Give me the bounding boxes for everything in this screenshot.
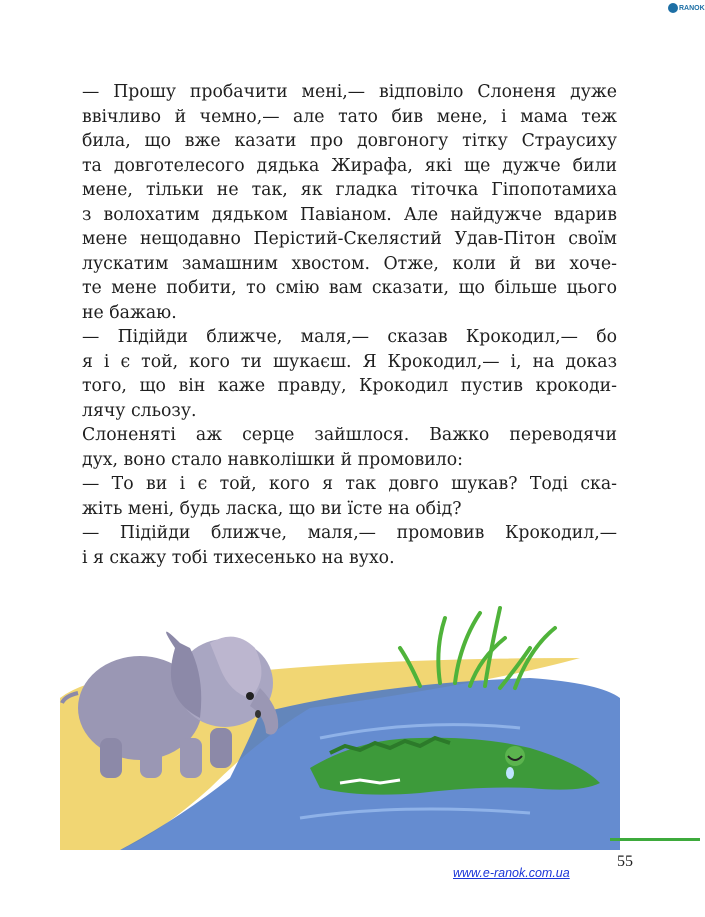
globe-icon — [668, 3, 678, 13]
text-line: Слоненяті аж серце зайшлося. Важко переводячи — [82, 425, 617, 445]
text-line: — Підійди ближче, маля,— промовив Крокодил,— — [82, 523, 617, 543]
logo-text: RANOK — [679, 4, 705, 12]
text-line: — Підійди ближче, маля,— сказав Крокодил,— бо — [82, 327, 617, 347]
text-line: — Прошу пробачити мені,— відповіло Слоненя дуже — [82, 82, 617, 102]
website-link[interactable]: www.e-ranok.com.ua — [453, 866, 570, 880]
text-line: те мене побити, то смію вам сказати, що більше цього — [82, 278, 617, 298]
text-line: жіть мені, будь ласка, що ви їсте на обід? — [82, 498, 462, 519]
text-line: лячу сльозу. — [82, 400, 197, 421]
text-line: мене нещодавно Перістий-Скелястий Удав-Пітон своїм — [82, 229, 617, 249]
footer-rule — [610, 838, 700, 841]
text-line: я і є той, кого ти шукаєш. Я Крокодил,— і, на доказ — [82, 351, 617, 372]
text-line: і я скажу тобі тихесенько на вухо. — [82, 547, 395, 568]
text-line: того, що він каже правду, Крокодил пустив крокоди- — [82, 376, 617, 396]
text-line: дух, воно стало навколішки й промовило: — [82, 449, 463, 470]
illustration-elephant-crocodile — [60, 588, 620, 850]
text-line: не бажаю. — [82, 302, 177, 323]
text-line: била, що вже казати про довгоногу тітку Страусиху — [82, 131, 617, 151]
text-line: лускатим замашним хвостом. Отже, коли й ви хоче- — [82, 253, 617, 274]
text-line: — То ви і є той, кого я так довго шукав? Тоді ска- — [82, 474, 617, 494]
text-line: з волохатим дядьком Павіаном. Але найдужче вдарив — [82, 204, 617, 225]
text-line: ввічливо й чемно,— але тато бив мене, і мама теж — [82, 106, 617, 127]
story-text — [82, 80, 617, 570]
text-line: мене, тільки не так, як гладка тіточка Гіпопотамиха — [82, 180, 617, 200]
text-line: та довготелесого дядька Жирафа, які ще дужче били — [82, 155, 617, 176]
page-number: 55 — [617, 853, 633, 870]
publisher-logo — [668, 2, 705, 14]
